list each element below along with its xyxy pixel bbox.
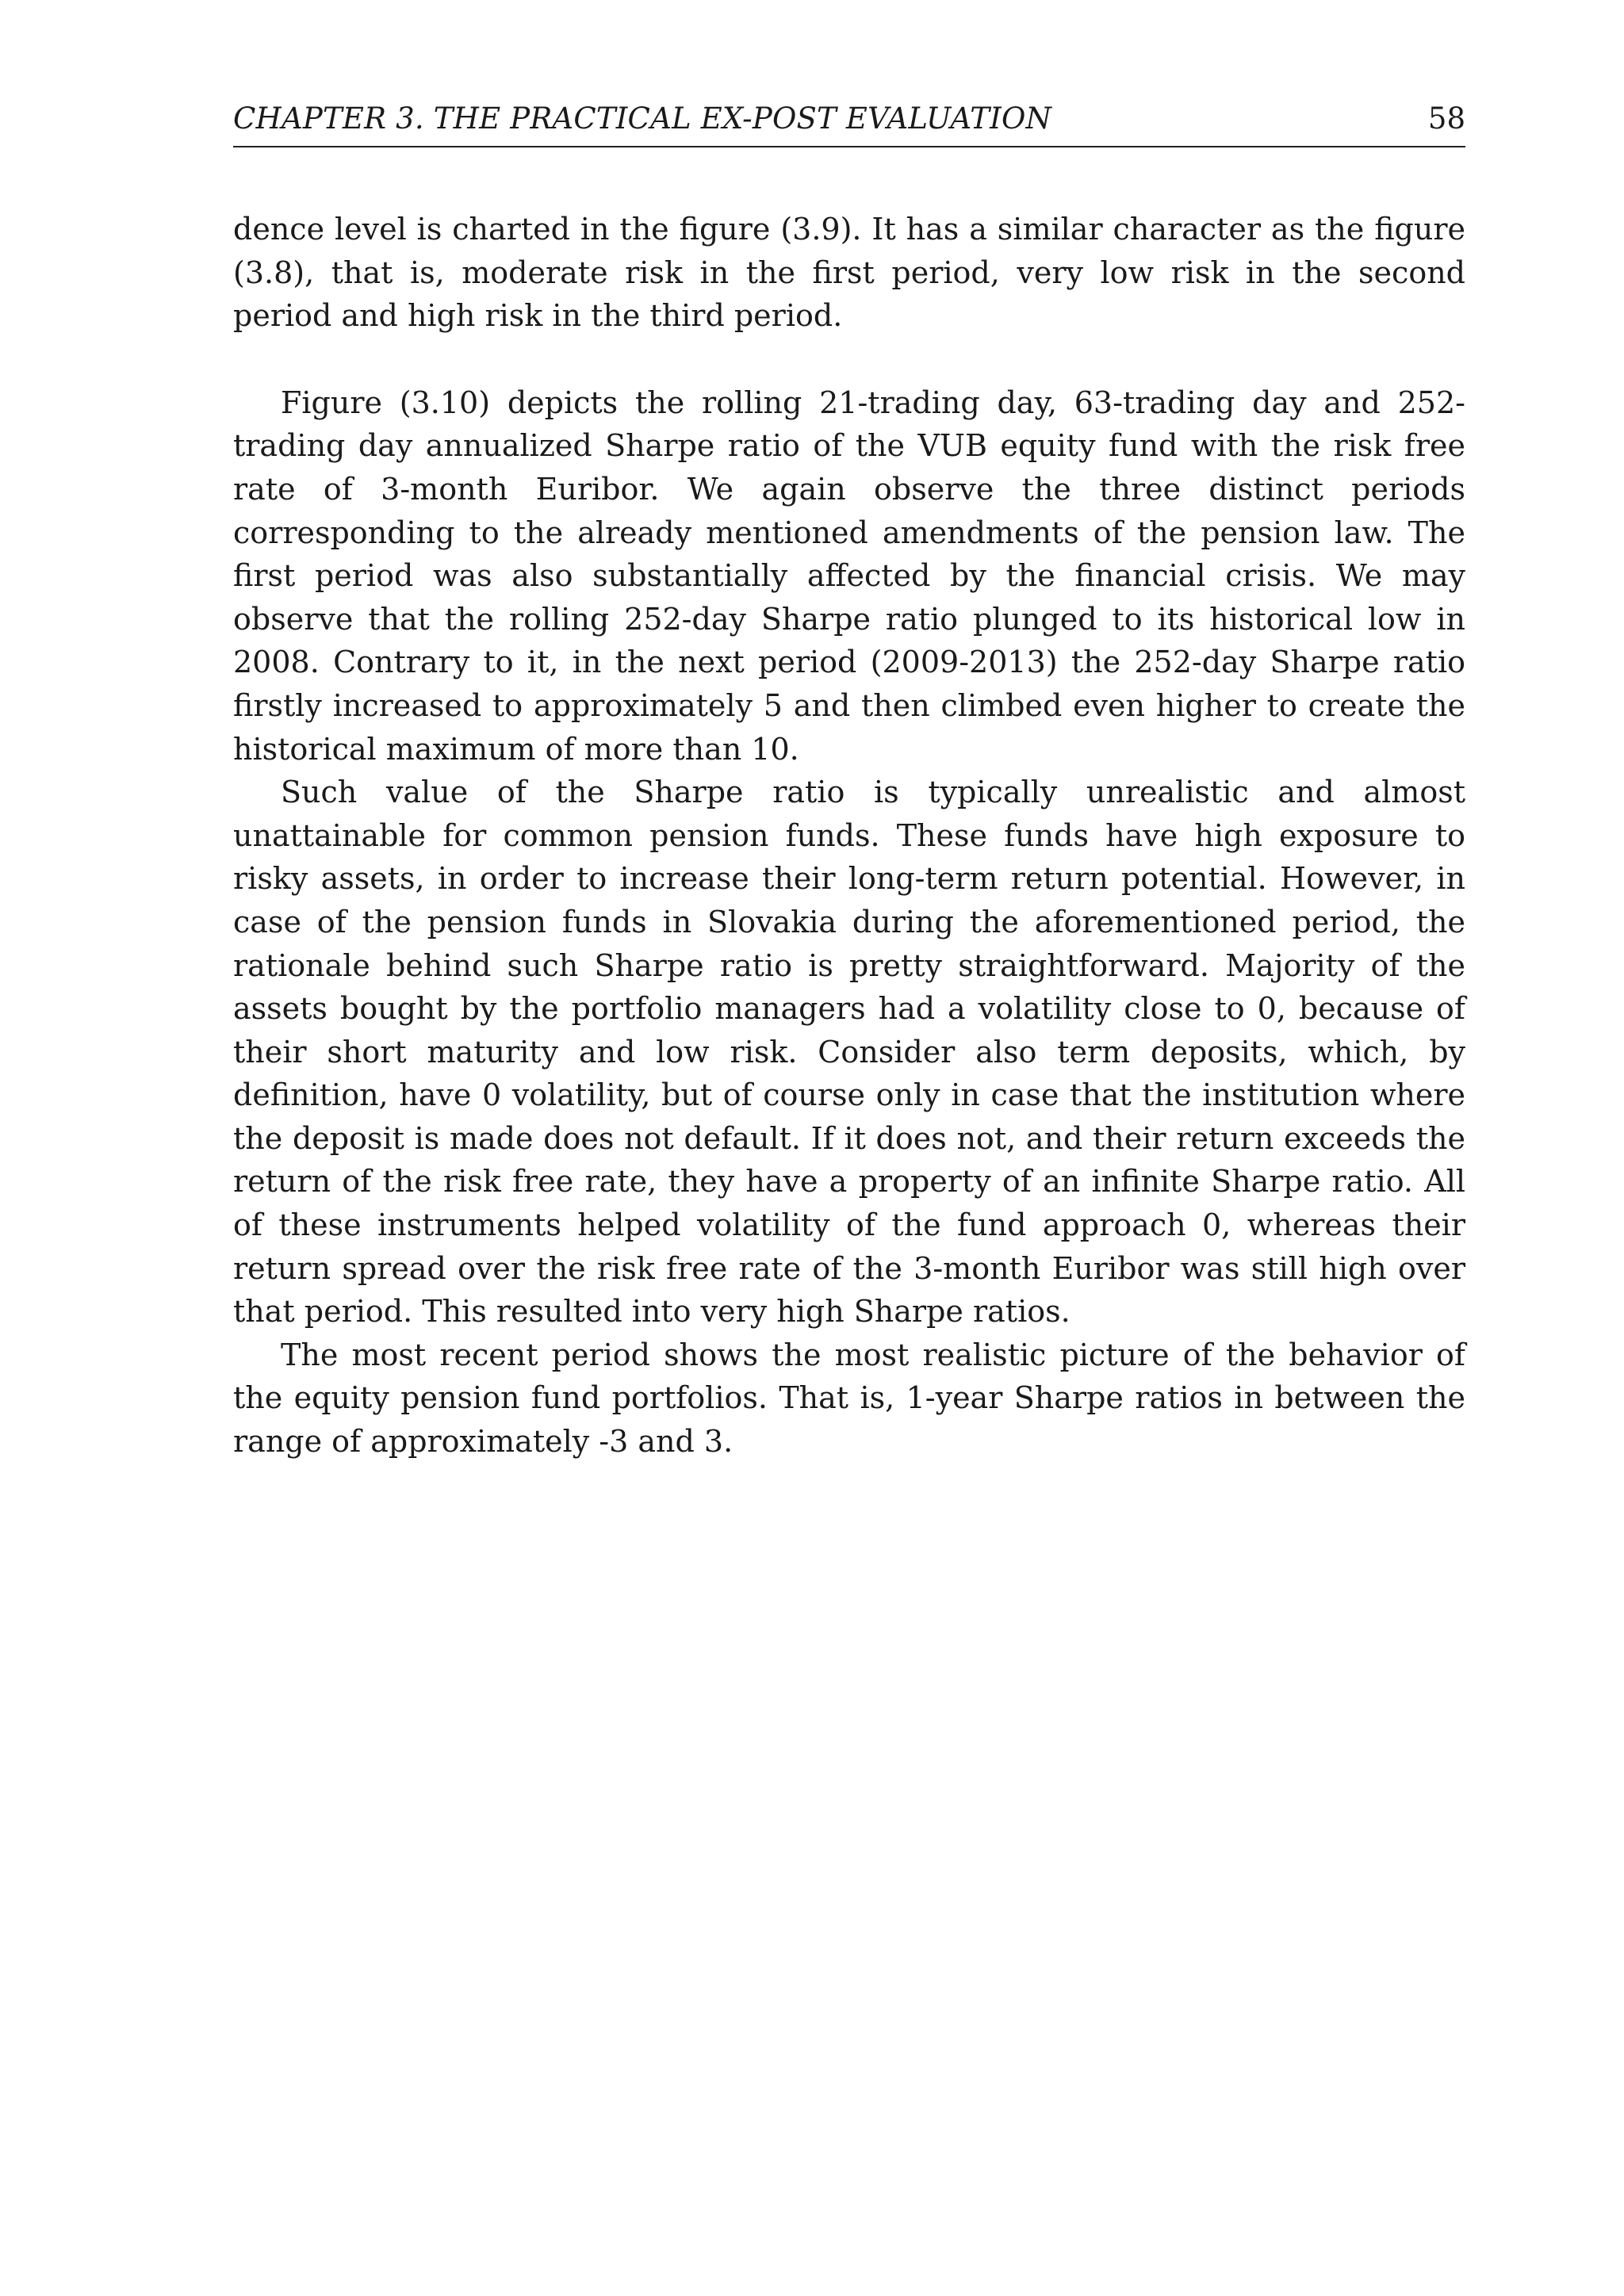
paragraph-sharpe-ratio-figure: Figure (3.10) depicts the rolling 21-trading day, 63-trading day and 252-trading day annualized Sharpe ratio of the VUB equity fund with the risk free rate of 3-month Euribor. We again observe the three distinct periods corresponding to the already mentioned amendments of the pension law. The first period was also substantially affected by the financial crisis. We may observe that the rolling 252-day Sharpe ratio plunged to its historical low in 2008. Contrary to it, in the next period (2009-2013) the 252-day Sharpe ratio firstly increased to approximately 5 and then climbed even higher to create the historical maximum of more than 10. — [233, 385, 1465, 767]
paragraph-sharpe-ratio-explanation: Such value of the Sharpe ratio is typically unrealistic and almost unattainable for common pension funds. These funds have high exposure to risky assets, in order to increase their long-term return potential. However, in case of the pension funds in Slovakia during the aforementioned period, the rationale behind such Sharpe ratio is pretty straightforward. Majority of the assets bought by the portfolio managers had a volatility close to 0, because of their short maturity and low risk. Consider also term deposits, which, by definition, have 0 volatility, but of course only in case that the institution where the deposit is made does not default. If it does not, and their return exceeds the return of the risk free rate, they have a property of an infinite Sharpe ratio. All of these instruments helped volatility of the fund approach 0, whereas their return spread over the risk free rate of the 3-month Euribor was still high over that period. This resulted into very high Sharpe ratios. — [233, 775, 1465, 1330]
page-header — [233, 98, 1465, 147]
paragraph-recent-period: The most recent period shows the most realistic picture of the behavior of the equity pension fund portfolios. That is, 1-year Sharpe ratios in between the range of approximately -3 and 3. — [233, 1337, 1465, 1460]
body-text — [233, 208, 1465, 1464]
page-number: 58 — [1427, 101, 1465, 136]
paragraph-continuation: dence level is charted in the figure (3.9). It has a similar character as the figure (3.8), that is, moderate risk in the first period, very low risk in the second period and high risk in the third period. — [233, 212, 1465, 334]
running-head: CHAPTER 3. THE PRACTICAL EX-POST EVALUATION — [233, 101, 1052, 136]
